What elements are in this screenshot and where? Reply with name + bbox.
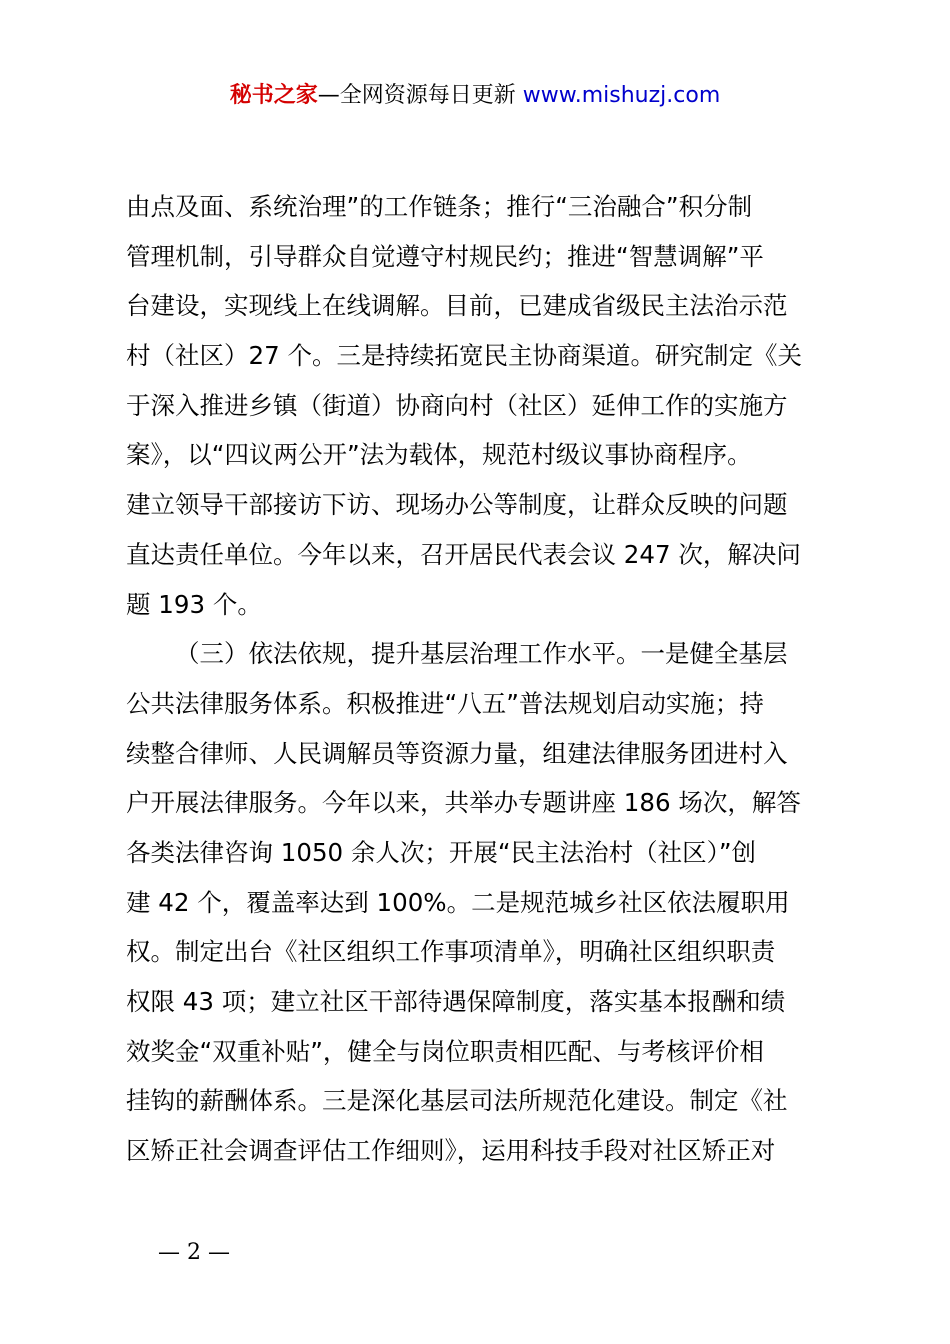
site-url-link[interactable]: www.mishuzj.com bbox=[522, 83, 721, 108]
text-line: 权。制定出台《社区组织工作事项清单》，明确社区组织职责 bbox=[126, 937, 776, 967]
text-line: 由点及面、系统治理”的工作链条；推行“三治融合”积分制 bbox=[126, 192, 753, 221]
text-line: 权限 43 项；建立社区干部待遇保障制度，落实基本报酬和绩 bbox=[126, 987, 786, 1016]
text-line: 直达责任单位。今年以来，召开居民代表会议 247 次，解决问 bbox=[126, 539, 801, 569]
brand-name: 秘书之家 bbox=[229, 83, 318, 108]
site-header bbox=[0, 80, 950, 112]
text-line: 村（社区）27 个。三是持续拓宽民主协商渠道。研究制定《关 bbox=[126, 341, 802, 371]
text-line: 户开展法律服务。今年以来，共举办专题讲座 186 场次，解答 bbox=[126, 788, 801, 818]
text-line: 公共法律服务体系。积极推进“八五”普法规划启动实施；持 bbox=[126, 688, 764, 718]
text-line: 题 193 个。 bbox=[126, 589, 262, 619]
text-line: 效奖金“双重补贴”，健全与岗位职责相匹配、与考核评价相 bbox=[126, 1036, 764, 1066]
text-line: 续整合律师、人民调解员等资源力量，组建法律服务团进村入 bbox=[126, 738, 788, 768]
section-heading-line: （三）依法依规，提升基层治理工作水平。一是健全基层 bbox=[175, 639, 788, 669]
text-line: 区矫正社会调查评估工作细则》，运用科技手段对社区矫正对 bbox=[126, 1136, 776, 1166]
text-line: 建 42 个，覆盖率达到 100%。二是规范城乡社区依法履职用 bbox=[126, 887, 790, 917]
text-line: 挂钩的薪酬体系。三是深化基层司法所规范化建设。制定《社 bbox=[126, 1086, 788, 1116]
text-line: 案》，以“四议两公开”法为载体，规范村级议事协商程序。 bbox=[126, 440, 752, 470]
text-line: 于深入推进乡镇（街道）协商向村（社区）延伸工作的实施方 bbox=[126, 390, 788, 420]
header-tagline: —全网资源每日更新 bbox=[317, 83, 516, 108]
text-line: 各类法律咨询 1050 余人次；开展“民主法治村（社区）”创 bbox=[126, 837, 757, 867]
text-line: 建立领导干部接访下访、现场办公等制度，让群众反映的问题 bbox=[126, 490, 788, 520]
text-line: 台建设，实现线上在线调解。目前，已建成省级民主法治示范 bbox=[126, 291, 788, 321]
text-line: 管理机制，引导群众自觉遵守村规民约；推进“智慧调解”平 bbox=[126, 241, 764, 271]
page-number: — 2 — bbox=[158, 1240, 230, 1265]
document-body bbox=[126, 182, 836, 1176]
